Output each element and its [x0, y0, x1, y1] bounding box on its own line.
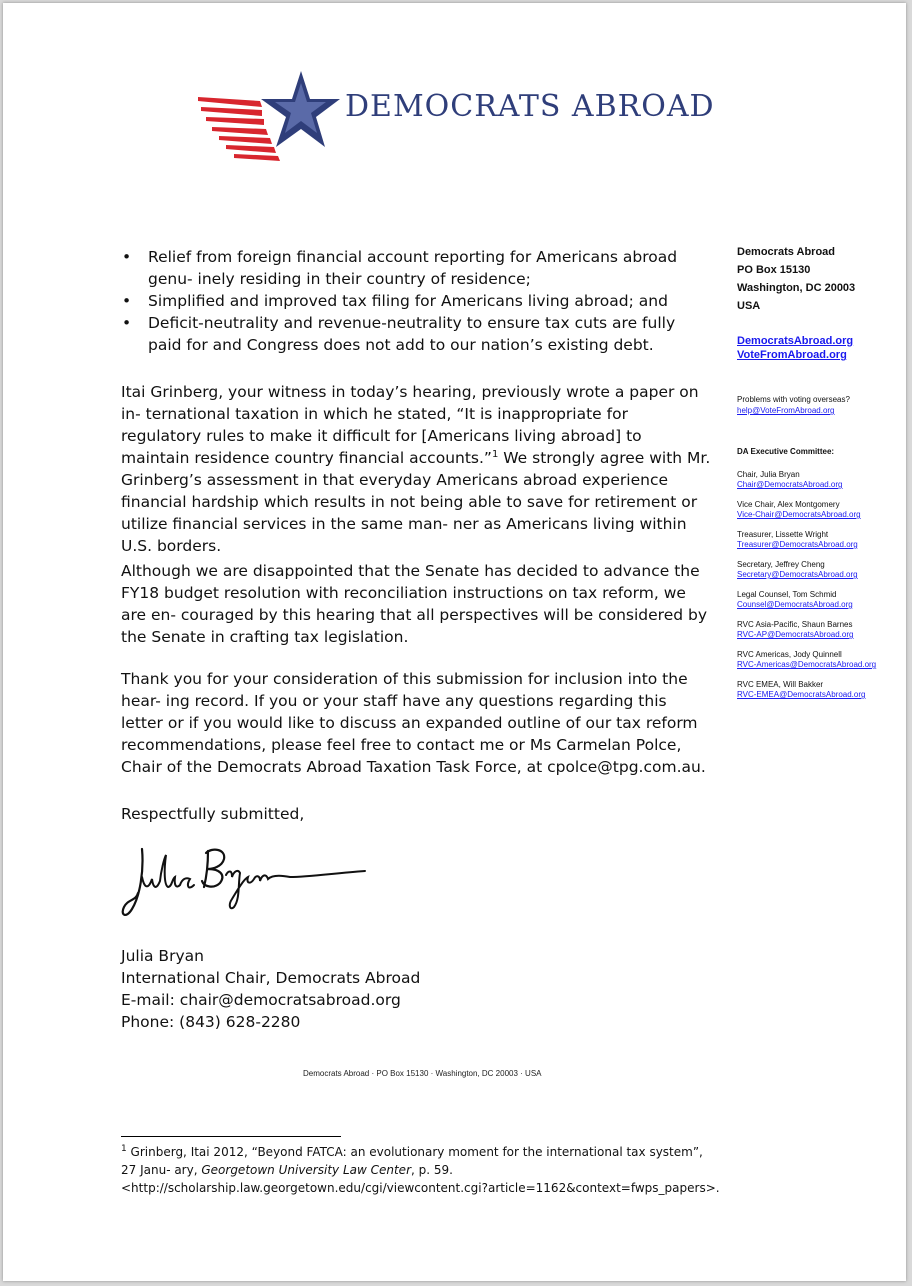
signer-block: [121, 945, 711, 1033]
sidebar-address: [737, 243, 855, 315]
bullet-text: Simplified and improved tax filing for Americans living abroad; and: [148, 292, 668, 310]
handwritten-signature: [120, 841, 370, 925]
footnote-url[interactable]: <http://scholarship.law.georgetown.edu/cgi/viewcontent.cgi?article=1162&context=fwps_papers>.: [121, 1181, 720, 1195]
help-email-link[interactable]: help@VoteFromAbroad.org: [737, 406, 835, 415]
list-item: [121, 246, 711, 290]
star-stripes-icon: [198, 69, 348, 165]
committee-member: [737, 560, 876, 581]
letter-page: [3, 3, 906, 1281]
closing: Respectfully submitted,: [121, 805, 305, 823]
member-email-link[interactable]: Counsel@DemocratsAbroad.org: [737, 600, 853, 609]
bullet-dot: •: [122, 314, 132, 332]
paragraph-grinberg: [121, 381, 711, 557]
member-role: RVC Asia-Pacific, Shaun Barnes: [737, 619, 853, 629]
footnote-text: , p. 59.: [411, 1163, 453, 1177]
member-role: Secretary, Jeffrey Cheng: [737, 559, 825, 569]
bullet-dot: •: [122, 292, 132, 310]
signer-title: International Chair, Democrats Abroad: [121, 969, 421, 987]
signer-phone: Phone: (843) 628-2280: [121, 1013, 301, 1031]
address-line: USA: [737, 300, 761, 312]
address-line: Washington, DC 20003: [737, 282, 856, 294]
member-email-link[interactable]: RVC-EMEA@DemocratsAbroad.org: [737, 690, 866, 699]
list-item: [121, 312, 711, 356]
footnote-divider: [121, 1136, 341, 1137]
link-democratsabroad[interactable]: DemocratsAbroad.org: [737, 335, 854, 347]
footnote-reference[interactable]: 1: [491, 448, 499, 460]
committee-member: [737, 500, 876, 521]
footnote: [121, 1143, 721, 1197]
paragraph-text: Itai Grinberg, your witness in today’s hearing, previously wrote a paper on in- ternational taxation in which he stated, “It is inappropriate for regulatory rules to make it difficult for [Americans living abroad] to maintain residence country financial accounts.”: [121, 383, 699, 467]
link-votefromabroad[interactable]: VoteFromAbroad.org: [737, 349, 847, 361]
member-email-link[interactable]: Treasurer@DemocratsAbroad.org: [737, 540, 858, 549]
member-role: Legal Counsel, Tom Schmid: [737, 589, 837, 599]
footnote-publication: Georgetown University Law Center: [201, 1163, 412, 1177]
footer-address: Democrats Abroad · PO Box 15130 · Washington, DC 20003 · USA: [303, 1069, 542, 1078]
bullet-dot: •: [122, 248, 132, 266]
member-role: RVC EMEA, Will Bakker: [737, 679, 824, 689]
committee-heading: DA Executive Committee:: [737, 447, 835, 456]
committee-member: [737, 530, 876, 551]
paragraph-senate: Although we are disappointed that the Senate has decided to advance the FY18 budget resolution with reconciliation instructions on tax reform, we are en- couraged by this hearing that all perspectives will be considered by the Senate in crafting tax legislation.: [121, 562, 708, 646]
member-role: Chair, Julia Bryan: [737, 469, 800, 479]
address-line: Democrats Abroad: [737, 246, 836, 258]
democrats-abroad-logo: [198, 69, 718, 165]
member-email-link[interactable]: RVC-Americas@DemocratsAbroad.org: [737, 660, 877, 669]
member-email-link[interactable]: Secretary@DemocratsAbroad.org: [737, 570, 858, 579]
executive-committee: [737, 447, 876, 710]
footnote-number: 1: [121, 1144, 127, 1154]
sidebar-links: [737, 334, 853, 362]
committee-member: [737, 470, 876, 491]
list-item: [121, 290, 711, 312]
sidebar-help: [737, 394, 850, 416]
paragraph-text: We strongly agree with Mr. Grinberg’s assessment in that everyday Americans abroad experience financial hardship which results in not being able to save for retirement or utilize financial services in the same man- ner as Americans living within U.S. borders.: [121, 449, 711, 555]
member-role: Treasurer, Lissette Wright: [737, 529, 829, 539]
address-line: PO Box 15130: [737, 264, 811, 276]
member-email-link[interactable]: RVC-AP@DemocratsAbroad.org: [737, 630, 854, 639]
org-name: DEMOCRATS ABROAD: [345, 89, 715, 124]
paragraph-thanks: Thank you for your consideration of this submission for inclusion into the hear- ing record. If you or your staff have any questions regarding this letter or if you would like to discuss an expanded outline of our tax reform recommendations, please feel free to contact me or Ms Carmelan Polce, Chair of the Democrats Abroad Taxation Task Force, at cpolce@tpg.com.au.: [121, 670, 706, 776]
committee-member: [737, 680, 876, 701]
signer-name: Julia Bryan: [121, 947, 204, 965]
help-question: Problems with voting overseas?: [737, 395, 850, 404]
member-role: Vice Chair, Alex Montgomery: [737, 499, 840, 509]
committee-member: [737, 620, 876, 641]
bullet-list: [121, 246, 711, 356]
bullet-text: Deficit-neutrality and revenue-neutrality to ensure tax cuts are fully paid for and Congress does not add to our nation’s existing debt.: [148, 314, 676, 354]
member-email-link[interactable]: Chair@DemocratsAbroad.org: [737, 480, 843, 489]
committee-member: [737, 650, 876, 671]
footnote-text: Grinberg, Itai 2012, “Beyond FATCA: an evolutionary moment for the international tax system”, 27 Janu- ary,: [121, 1145, 703, 1177]
member-role: RVC Americas, Jody Quinnell: [737, 649, 842, 659]
bullet-text: Relief from foreign financial account reporting for Americans abroad genu- inely residing in their country of residence;: [148, 248, 678, 288]
member-email-link[interactable]: Vice-Chair@DemocratsAbroad.org: [737, 510, 861, 519]
signer-email: E-mail: chair@democratsabroad.org: [121, 991, 401, 1009]
committee-member: [737, 590, 876, 611]
